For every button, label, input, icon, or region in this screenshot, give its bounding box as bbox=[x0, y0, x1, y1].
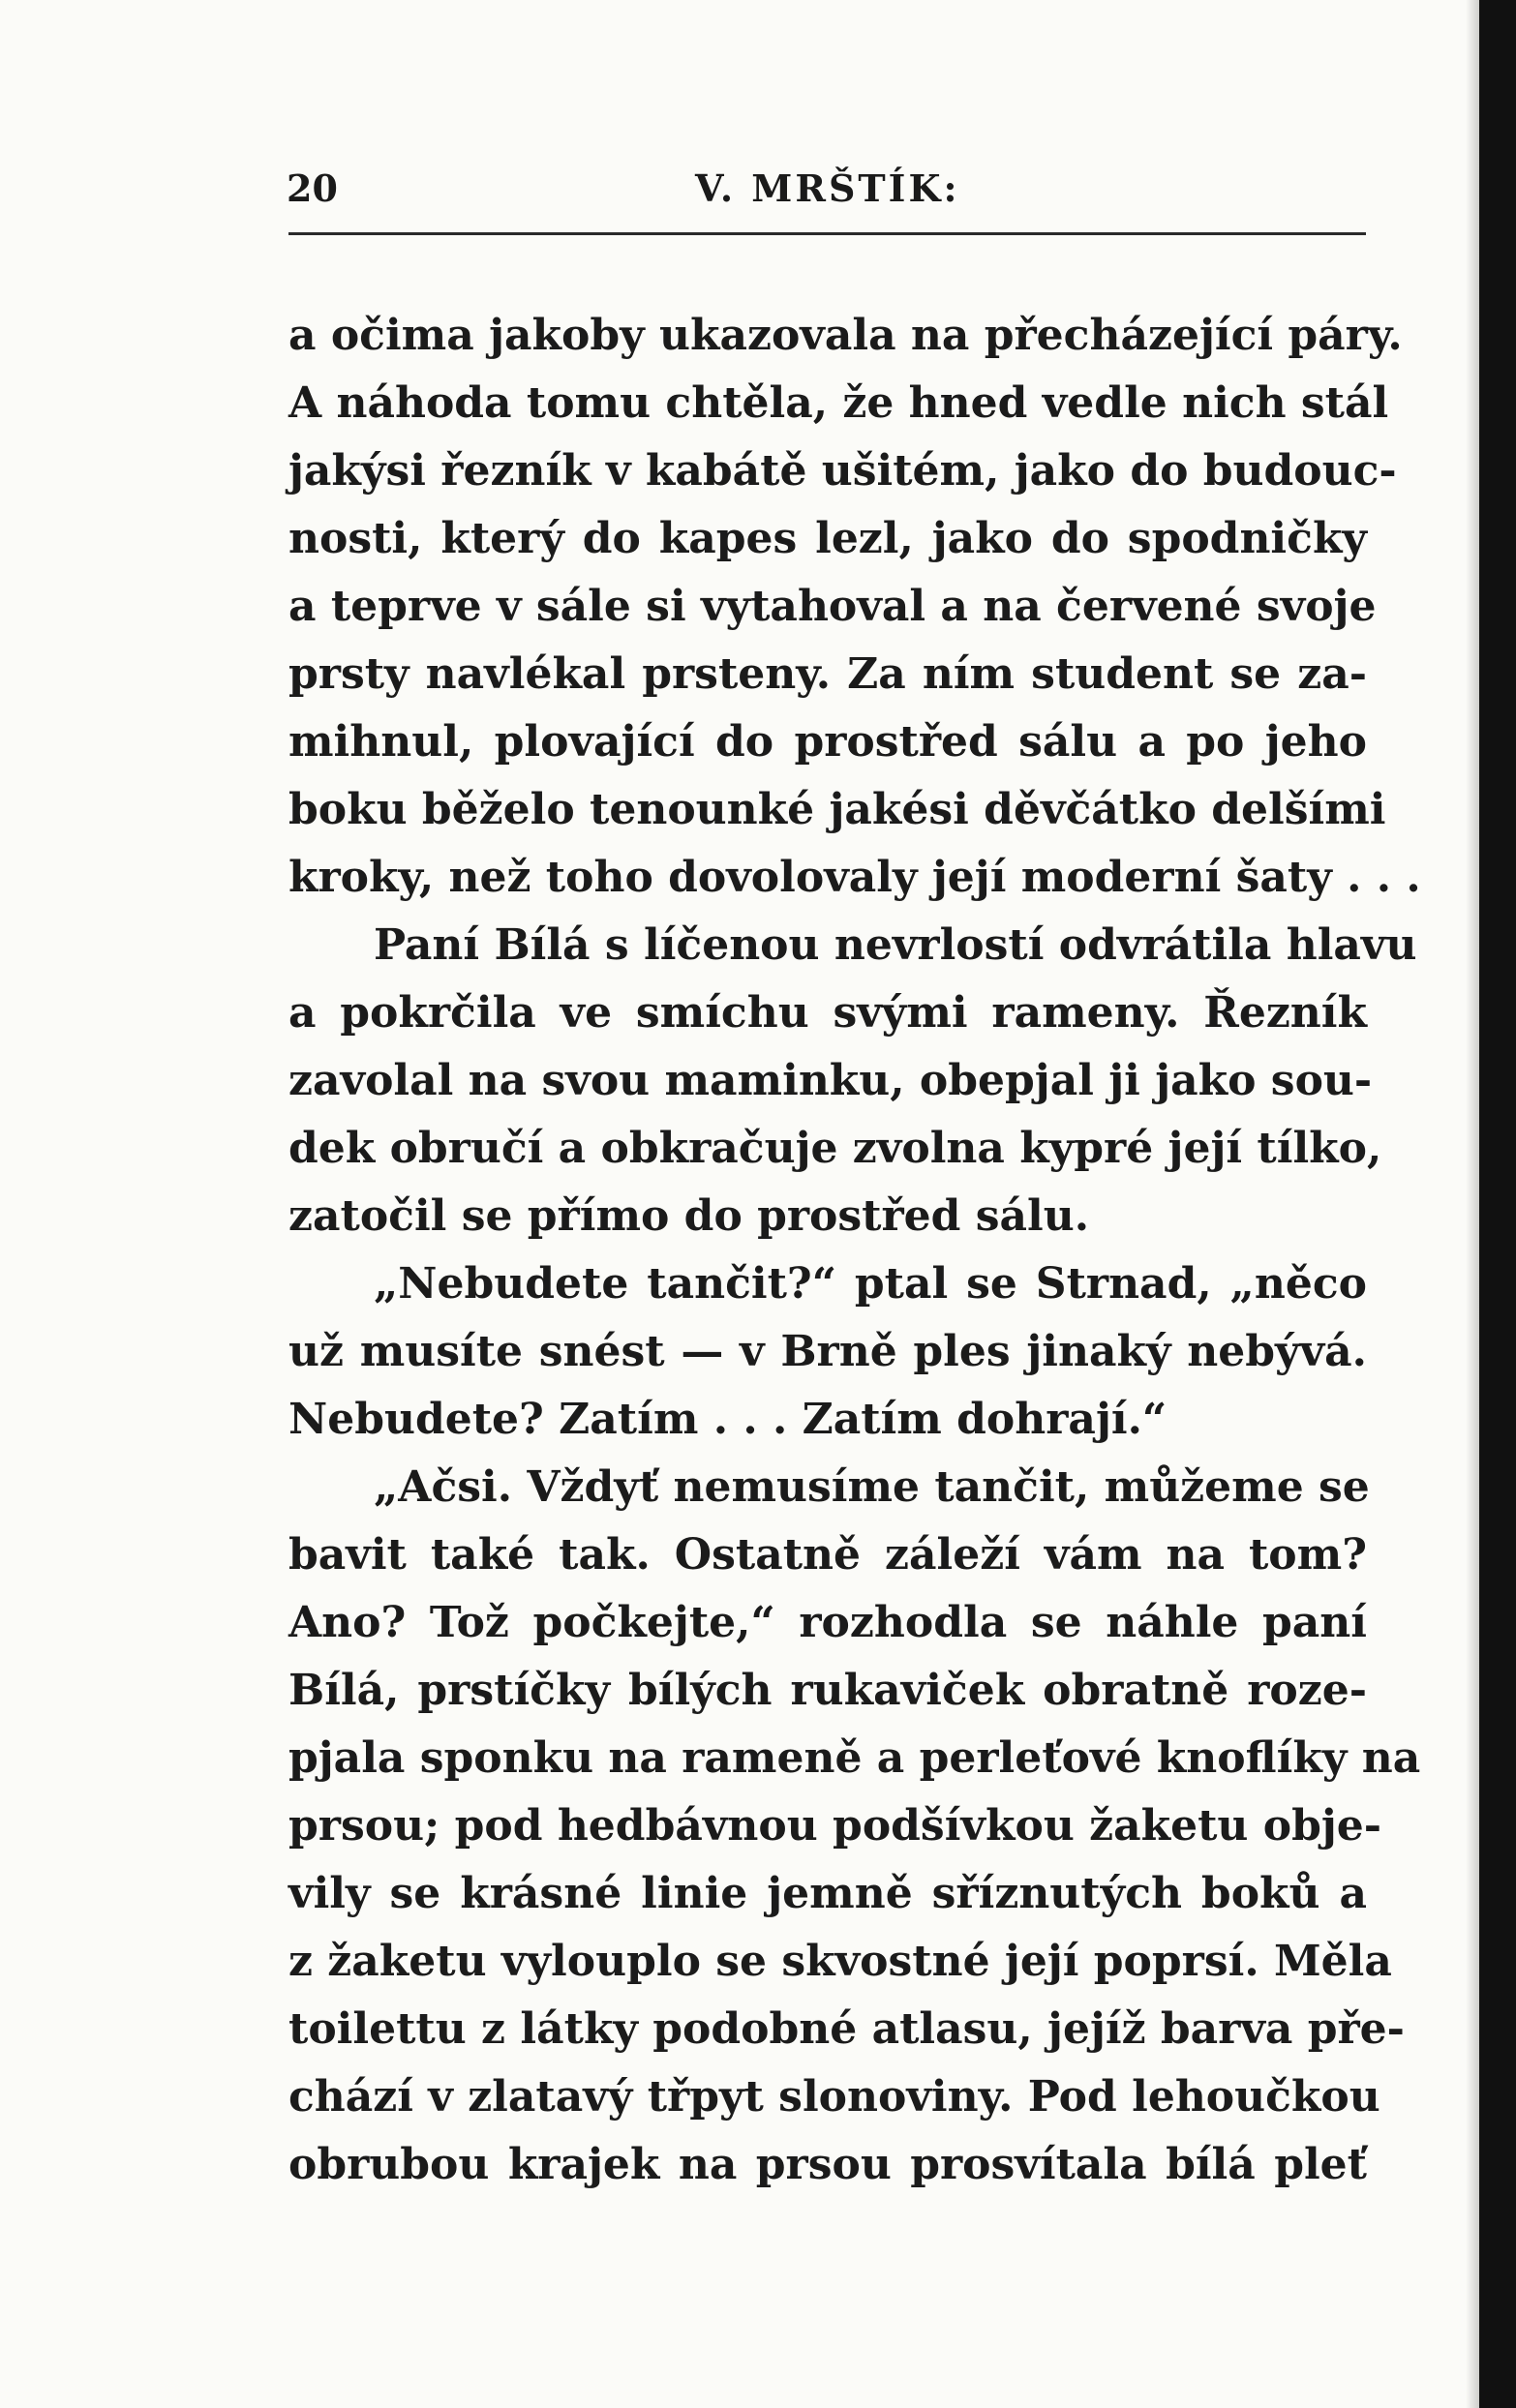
text-line: jakýsi řezník v kabátě ušitém, jako do budouc- bbox=[288, 446, 1397, 496]
running-title: V. MRŠTÍK: bbox=[695, 166, 960, 210]
text-line: obrubou krajek na prsou prosvítala bílá pleť bbox=[288, 2140, 1367, 2189]
text-line: Bílá, prstíčky bílých rukaviček obratně roze- bbox=[288, 1666, 1367, 1715]
text-line: a očima jakoby ukazovala na přecházející páry. bbox=[288, 311, 1403, 360]
body-text bbox=[288, 302, 1421, 2199]
page-number: 20 bbox=[287, 166, 338, 210]
page-header bbox=[287, 166, 1367, 211]
text-line: z žaketu vylouplo se skvostné její poprsí. Měla bbox=[288, 1937, 1392, 1986]
text-line: zavolal na svou maminku, obepjal ji jako sou- bbox=[288, 1056, 1373, 1105]
text-line: „Ačsi. Vždyť nemusíme tančit, můžeme se bbox=[374, 1462, 1370, 1512]
text-line: chází v zlatavý třpyt slonoviny. Pod lehoučkou bbox=[288, 2072, 1380, 2122]
text-line: a teprve v sále si vytahoval a na červené svoje bbox=[288, 582, 1377, 631]
text-line: Paní Bílá s líčenou nevrlostí odvrátila hlavu bbox=[374, 920, 1417, 970]
text-line: prsou; pod hedbávnou podšívkou žaketu obje- bbox=[288, 1801, 1382, 1851]
text-line: kroky, než toho dovolovaly její moderní šaty . . . bbox=[288, 853, 1421, 902]
header-rule bbox=[288, 232, 1366, 235]
text-line: pjala sponku na rameně a perleťové knoflíky na bbox=[288, 1733, 1421, 1783]
text-line: nosti, který do kapes lezl, jako do spodničky bbox=[288, 514, 1367, 563]
text-line: mihnul, plovající do prostřed sálu a po jeho bbox=[288, 717, 1367, 767]
text-line: Ano? Tož počkejte,“ rozhodla se náhle paní bbox=[288, 1598, 1367, 1647]
text-line: už musíte snést — v Brně ples jinaký nebývá. bbox=[288, 1327, 1367, 1376]
text-line: zatočil se přímo do prostřed sálu. bbox=[288, 1191, 1090, 1241]
text-line: boku běželo tenounké jakési děvčátko delšími bbox=[288, 785, 1386, 834]
text-line: vily se krásné linie jemně sříznutých boků a bbox=[288, 1869, 1367, 1918]
text-line: toilettu z látky podobné atlasu, jejíž barva pře- bbox=[288, 2004, 1405, 2054]
text-line: a pokrčila ve smíchu svými rameny. Řezník bbox=[288, 988, 1367, 1038]
text-line: Nebudete? Zatím . . . Zatím dohrají.“ bbox=[288, 1395, 1167, 1444]
text-line: „Nebudete tančit?“ ptal se Strnad, „něco bbox=[374, 1259, 1367, 1309]
text-line: bavit také tak. Ostatně záleží vám na tom? bbox=[288, 1530, 1367, 1580]
text-line: A náhoda tomu chtěla, že hned vedle nich stál bbox=[288, 378, 1389, 428]
text-line: prsty navlékal prsteny. Za ním student se za- bbox=[288, 649, 1367, 699]
text-line: dek obručí a obkračuje zvolna kypré její tílko, bbox=[288, 1124, 1382, 1173]
page-edge-shadow bbox=[1466, 0, 1479, 2408]
